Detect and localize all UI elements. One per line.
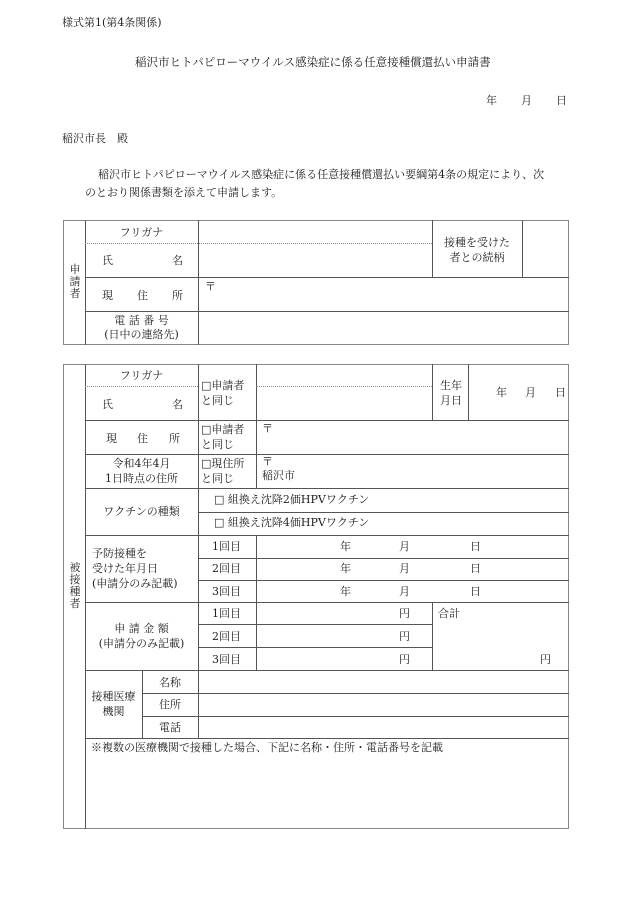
same-as-applicant-name-checkbox[interactable]: □申請者 (201, 379, 245, 392)
phone-label-1: 電 話 番 号 (114, 314, 169, 327)
dose-3-label: 3回目 (212, 585, 241, 598)
recipient-name-label-1: 氏 (102, 398, 113, 411)
intro-text-line2: のとおり関係書類を添えて申請します。 (85, 186, 283, 199)
recipient-furigana-input[interactable] (257, 365, 432, 386)
vaccine-type-label: ワクチンの種類 (103, 505, 180, 518)
clinic-address-input[interactable] (199, 694, 568, 716)
date-month-label: 月 (521, 94, 532, 107)
amount-1-input[interactable] (257, 603, 397, 624)
recipient-address-label-1: 現 (106, 432, 117, 445)
recipient-section-label: 被接種者 (69, 561, 81, 610)
amount-3-label: 3回目 (212, 653, 241, 666)
r4-city: 稲沢市 (262, 469, 295, 482)
r4-postal-mark: 〒 (262, 455, 273, 468)
recipient-name-input[interactable] (257, 387, 432, 420)
clinic-phone-label: 電話 (159, 721, 181, 734)
birthdate-label-2: 月日 (440, 394, 462, 407)
applicant-phone-input[interactable] (199, 312, 568, 344)
dose-3-day: 日 (470, 585, 481, 598)
dose-1-day: 日 (470, 540, 481, 553)
amount-2-yen: 円 (399, 630, 410, 643)
dose-2-year: 年 (340, 562, 351, 575)
recipient-furigana-label: フリガナ (119, 369, 164, 382)
applicant-section-label: 申請者 (69, 263, 81, 300)
furigana-divider (85, 386, 198, 387)
divider (432, 364, 433, 420)
amount-1-yen: 円 (399, 607, 410, 620)
dose-3-month: 月 (399, 585, 410, 598)
recipient-address-label-3: 所 (169, 432, 180, 445)
dates-label-1: 予防接種を (92, 547, 147, 560)
dose-3-year: 年 (340, 585, 351, 598)
amount-3-yen: 円 (399, 653, 410, 666)
amount-2-label: 2回目 (212, 630, 241, 643)
same-as-applicant-name-label: と同じ (201, 394, 234, 407)
date-year-label: 年 (486, 94, 497, 107)
recipient-name-label-2: 名 (172, 398, 183, 411)
applicant-furigana-label: フリガナ (119, 226, 164, 239)
clinic-label-1: 接種医療 (91, 690, 136, 703)
vaccine-option-4-valent[interactable]: □ 組換え沈降4価HPVワクチン (214, 516, 370, 529)
birth-day-label: 日 (555, 386, 566, 399)
clinic-label-2: 機関 (102, 705, 125, 718)
clinic-phone-input[interactable] (199, 717, 568, 738)
form-number: 様式第1(第4条関係) (62, 16, 162, 29)
dates-label-2: 受けた年月日 (92, 562, 158, 575)
clinic-address-label: 住所 (159, 698, 181, 711)
addressee: 稲沢市長 殿 (62, 132, 128, 145)
applicant-address-label-1: 現 (102, 289, 113, 302)
dose-2-month: 月 (399, 562, 410, 575)
r4-address-label-2: 1日時点の住所 (105, 472, 178, 485)
applicant-postal-mark: 〒 (205, 280, 216, 293)
recipient-address-label-2: 住 (137, 432, 148, 445)
same-as-applicant-address-label: と同じ (201, 438, 234, 451)
divider (468, 364, 469, 420)
dates-label-3: (申請分のみ記載) (92, 577, 178, 590)
amount-label-2: (申請分のみ記載) (98, 637, 185, 650)
multi-clinic-note: ※複数の医療機関で接種した場合、下記に名称・住所・電話番号を記載 (91, 741, 443, 754)
relation-label-2: 者との続柄 (449, 251, 505, 264)
amount-2-input[interactable] (257, 625, 397, 647)
dose-1-label: 1回目 (212, 540, 241, 553)
applicant-address-input[interactable] (199, 278, 568, 311)
dose-1-month: 月 (399, 540, 410, 553)
clinic-name-input[interactable] (199, 671, 568, 693)
divider (85, 535, 569, 536)
birth-month-label: 月 (525, 386, 536, 399)
date-day-label: 日 (556, 94, 567, 107)
divider (198, 558, 569, 559)
dose-1-year: 年 (340, 540, 351, 553)
same-as-current-address-checkbox[interactable]: □現住所 (201, 457, 245, 470)
birthdate-label-1: 生年 (440, 379, 462, 392)
total-label: 合計 (438, 607, 460, 620)
total-input[interactable] (433, 622, 533, 669)
total-yen: 円 (540, 653, 551, 666)
phone-label-2: (日中の連絡先) (104, 328, 179, 341)
intro-text-line1: 稲沢市ヒトパピローマウイルス感染症に係る任意接種償還払い要綱第4条の規定により、次 (98, 168, 545, 181)
divider (85, 738, 569, 739)
same-as-current-address-label: と同じ (201, 472, 234, 485)
dose-2-day: 日 (470, 562, 481, 575)
same-as-applicant-address-checkbox[interactable]: □申請者 (201, 423, 245, 436)
dose-2-label: 2回目 (212, 562, 241, 575)
divider (85, 488, 569, 489)
divider (85, 454, 569, 455)
multi-clinic-input-area[interactable] (86, 756, 568, 828)
amount-label-1: 申 請 金 額 (114, 622, 169, 635)
form-title: 稲沢市ヒトパピローマウイルス感染症に係る任意接種償還払い申請書 (135, 55, 491, 69)
applicant-name-label-2: 名 (172, 254, 183, 267)
amount-3-input[interactable] (257, 648, 397, 670)
applicant-furigana-input[interactable] (199, 221, 432, 243)
divider (198, 512, 569, 513)
relation-input[interactable] (523, 221, 568, 277)
recipient-postal-mark: 〒 (262, 422, 273, 435)
recipient-address-input[interactable] (257, 421, 568, 454)
clinic-name-label: 名称 (159, 676, 181, 689)
relation-label-1: 接種を受けた (444, 236, 510, 249)
applicant-address-label-3: 所 (172, 289, 183, 302)
applicant-name-label-1: 氏 (102, 254, 113, 267)
vaccine-option-2-valent[interactable]: □ 組換え沈降2価HPVワクチン (214, 493, 370, 506)
amount-1-label: 1回目 (212, 607, 241, 620)
birth-year-label: 年 (496, 386, 507, 399)
divider (198, 580, 569, 581)
applicant-address-label-2: 住 (137, 289, 148, 302)
applicant-name-input[interactable] (199, 244, 432, 277)
r4-address-label-1: 令和4年4月 (112, 457, 171, 470)
